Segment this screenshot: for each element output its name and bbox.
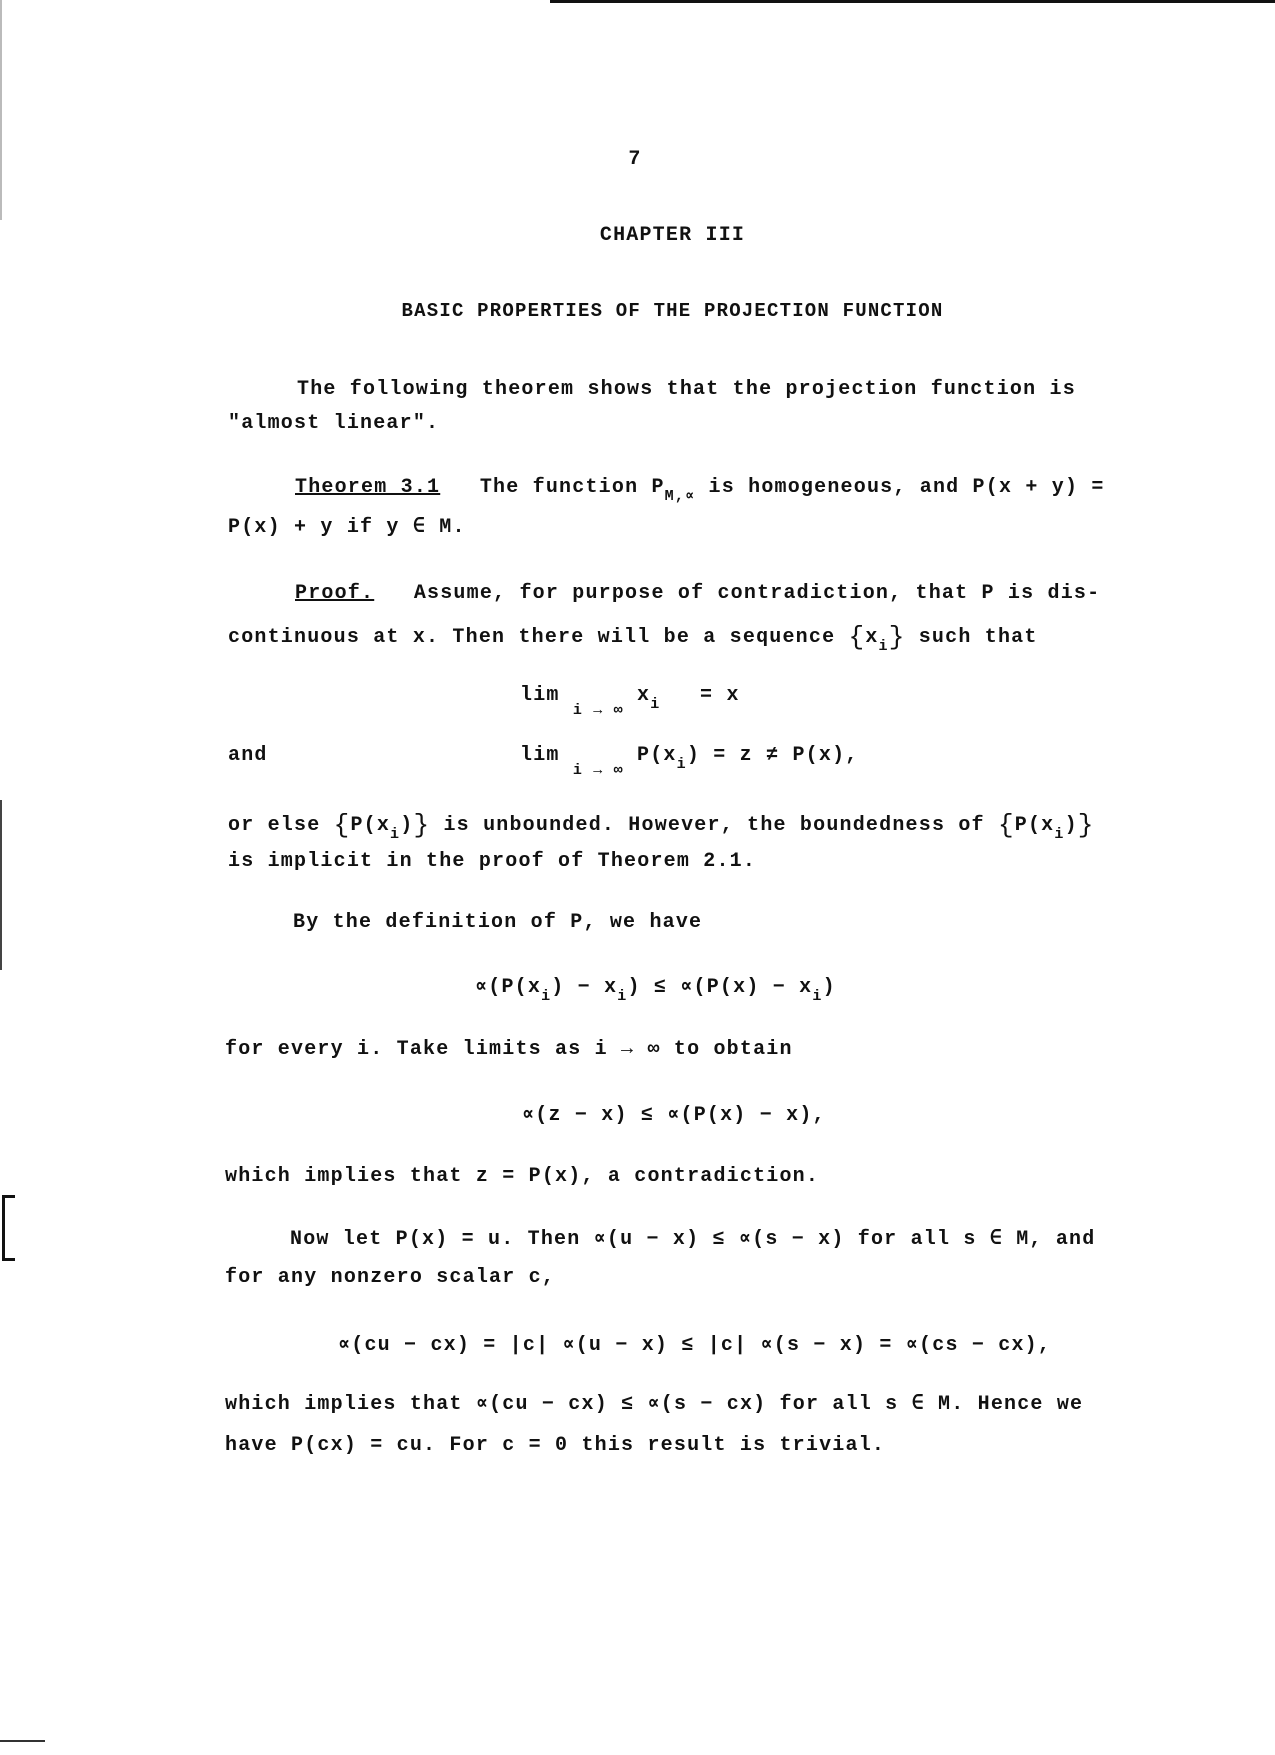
eq2-lhs-subscript: i <box>676 756 687 773</box>
proof-text-2a: continuous at x. Then there will be a sequence <box>228 626 836 649</box>
proof-line-1 <box>295 584 1100 604</box>
right-brace: } <box>888 622 906 652</box>
proof-label: Proof. <box>295 582 375 605</box>
eq3-d: ) <box>822 976 836 999</box>
para3: By the definition of P, we have <box>293 911 703 934</box>
lim-1-subscript: i → ∞ <box>572 702 624 719</box>
sequence-subscript: i <box>878 638 889 655</box>
equation-homogeneity: ∝(cu − cx) = |c| ∝(u − x) ≤ |c| ∝(s − x) = ∝(cs − cx), <box>338 1334 1052 1357</box>
eq2-rest: ) = z ≠ P(x), <box>686 744 859 767</box>
lim-1: lim <box>520 684 560 707</box>
para2-text-c: ) <box>400 814 414 837</box>
chapter-title: BASIC PROPERTIES OF THE PROJECTION FUNCTION <box>401 300 944 322</box>
para2-text-e: P(x <box>1014 814 1055 837</box>
eq3-a: ∝(P(x <box>475 976 542 999</box>
eq3-c: ) ≤ ∝(P(x) − x <box>627 976 813 999</box>
and-label: and <box>228 744 268 767</box>
eq3-sub-3: i <box>812 988 823 1005</box>
para2-text-d: is unbounded. However, the boundedness of <box>443 814 985 837</box>
para7-line-2: have P(cx) = cu. For c = 0 this result is trivial. <box>225 1434 886 1457</box>
left-brace: { <box>333 810 351 840</box>
equation-inequality-2: ∝(z − x) ≤ ∝(P(x) − x), <box>522 1104 826 1127</box>
para2-subscript-1: i <box>390 826 401 843</box>
proof-text-2b: such that <box>918 626 1038 649</box>
theorem-text-b: is homogeneous, and P(x + y) = <box>708 476 1105 499</box>
para6-line-1: Now let P(x) = u. Then ∝(u − x) ≤ ∝(s − x) for all s ∈ M, and <box>290 1228 1096 1251</box>
eq3-b: ) − x <box>551 976 618 999</box>
intro-line-1: The following theorem shows that the projection function is <box>297 378 1076 401</box>
intro-line-2: "almost linear". <box>228 412 440 435</box>
eq2-lhs: P(x <box>637 744 677 767</box>
left-brace: { <box>848 622 866 652</box>
theorem-text-a: The function P <box>479 476 665 499</box>
chapter-heading: CHAPTER III <box>599 224 746 247</box>
theorem-subscript: M,∝ <box>664 488 696 505</box>
para2-line-1 <box>228 810 1095 843</box>
sequence-symbol: x <box>865 626 879 649</box>
para2-text-b: P(x <box>350 814 391 837</box>
scan-edge-top <box>550 0 1275 3</box>
proof-text-1: Assume, for purpose of contradiction, that P is dis- <box>413 582 1101 605</box>
eq1-rest: = x <box>700 684 740 707</box>
lim-2-subscript: i → ∞ <box>572 762 624 779</box>
equation-inequality-1 <box>475 976 836 1005</box>
scan-edge-left <box>0 800 2 970</box>
left-brace: { <box>997 810 1015 840</box>
eq3-sub-2: i <box>617 988 628 1005</box>
para2-text-f: ) <box>1064 814 1078 837</box>
para2-line-2: is implicit in the proof of Theorem 2.1. <box>228 850 757 873</box>
equation-limit-2 <box>520 744 859 779</box>
scan-bracket-mark <box>2 1195 15 1261</box>
para5: which implies that z = P(x), a contradiction. <box>225 1165 820 1188</box>
right-brace: } <box>1077 810 1095 840</box>
page-number: 7 <box>628 148 642 171</box>
right-brace: } <box>413 810 431 840</box>
eq3-sub-1: i <box>541 988 552 1005</box>
eq1-lhs: x <box>637 684 651 707</box>
para6-line-2: for any nonzero scalar c, <box>225 1266 556 1289</box>
lim-2: lim <box>520 744 560 767</box>
para2-text-a: or else <box>228 814 321 837</box>
scan-edge-left-upper <box>0 0 2 220</box>
para2-subscript-2: i <box>1054 826 1065 843</box>
theorem-line-2: P(x) + y if y ∈ M. <box>228 516 466 539</box>
eq1-lhs-subscript: i <box>650 696 661 713</box>
theorem-label: Theorem 3.1 <box>295 476 441 499</box>
scan-edge-bottom <box>0 1740 45 1742</box>
para4: for every i. Take limits as i → ∞ to obtain <box>225 1038 793 1061</box>
proof-line-2 <box>228 622 1038 655</box>
para7-line-1: which implies that ∝(cu − cx) ≤ ∝(s − cx) for all s ∈ M. Hence we <box>225 1393 1084 1416</box>
equation-limit-1 <box>520 684 740 719</box>
theorem-statement <box>295 476 1105 505</box>
